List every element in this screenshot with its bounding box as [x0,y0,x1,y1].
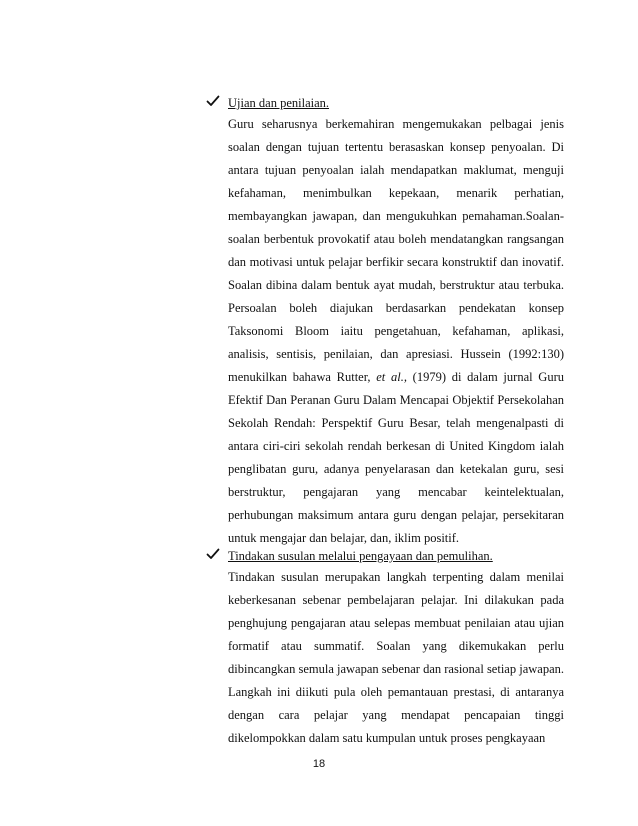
text-line: perhubungan maksimum antara guru dengan pelajar, persekitaran [228,508,564,522]
section-paragraph [228,113,564,550]
section-paragraph [228,566,564,750]
text-line: dikelompokkan dalam satu kumpulan untuk proses pengkayaan [228,731,546,745]
section-heading-row [206,546,564,566]
text-line: dengan cara pelajar yang mendapat pencapaian tinggi [228,708,564,722]
text-line: penghujung pengajaran atau selepas membuat penilaian atau ujian [228,616,564,630]
text-line: penglibatan guru, adanya penyelarasan dan ketekalan guru, sesi [228,462,564,476]
text-line: Langkah ini diikuti pula oleh pemantauan prestasi, di antaranya [228,685,564,699]
checkmark-icon [206,94,220,108]
text-line: Taksonomi Bloom iaitu pengetahuan, kefahaman, aplikasi, [228,324,564,338]
text-line: Soalan dibina dalam bentuk ayat mudah, berstruktur atau terbuka. [228,278,564,292]
text-line: Persoalan boleh diajukan berdasarkan pendekatan konsep [228,301,564,315]
page-number: 18 [312,758,326,770]
text-line: untuk mengajar dan belajar, dan, iklim positif. [228,531,460,545]
text-line: antara tujuan penyoalan ialah mendapatkan maklumat, menguji [228,163,564,177]
section-heading: Tindakan susulan melalui pengayaan dan pemulihan. [228,549,493,563]
section-heading-row [206,93,564,113]
text-line: Efektif Dan Peranan Guru Dalam Mencapai Objektif Persekolahan [228,393,564,407]
text-line: Tindakan susulan merupakan langkah terpenting dalam menilai [228,570,564,584]
text-line: berstruktur, pengajaran yang mencabar keintelektualan, [228,485,564,499]
text-line: dan motivasi untuk pelajar berfikir secara konstruktif dan inovatif. [228,255,564,269]
section-tindakan-susulan [206,546,564,750]
text-line: dibincangkan semula jawapan sebenar dan rasional setiap jawapan. [228,662,564,676]
checkmark-icon [206,547,220,561]
text-line: formatif atau summatif. Soalan yang dikemukakan perlu [228,639,564,653]
text-line: antara ciri-ciri sekolah rendah berkesan di United Kingdom ialah [228,439,564,453]
section-heading: Ujian dan penilaian. [228,96,330,110]
text-line: analisis, sentisis, penilaian, dan apresiasi. Hussein (1992:130) [228,347,564,361]
text-line: kefahaman, menimbulkan kepekaan, menarik perhatian, [228,186,564,200]
text-line: soalan berbentuk provokatif atau boleh mendatangkan rangsangan [228,232,564,246]
text-line: soalan dengan tujuan tertentu berasaskan konsep penyoalan. Di [228,140,564,154]
text-line: keberkesanan sebenar pembelajaran pelajar. Ini dilakukan pada [228,593,564,607]
text-line: Guru seharusnya berkemahiran mengemukakan pelbagai jenis [228,117,564,131]
text-line: membayangkan jawapan, dan mengukuhkan pemahaman.Soalan- [228,209,564,223]
text-line: Sekolah Rendah: Perspektif Guru Besar, telah mengenalpasti di [228,416,564,430]
section-ujian-dan-penilaian [206,93,564,550]
text-line: menukilkan bahawa Rutter, et al., (1979) di dalam jurnal Guru [228,370,564,384]
